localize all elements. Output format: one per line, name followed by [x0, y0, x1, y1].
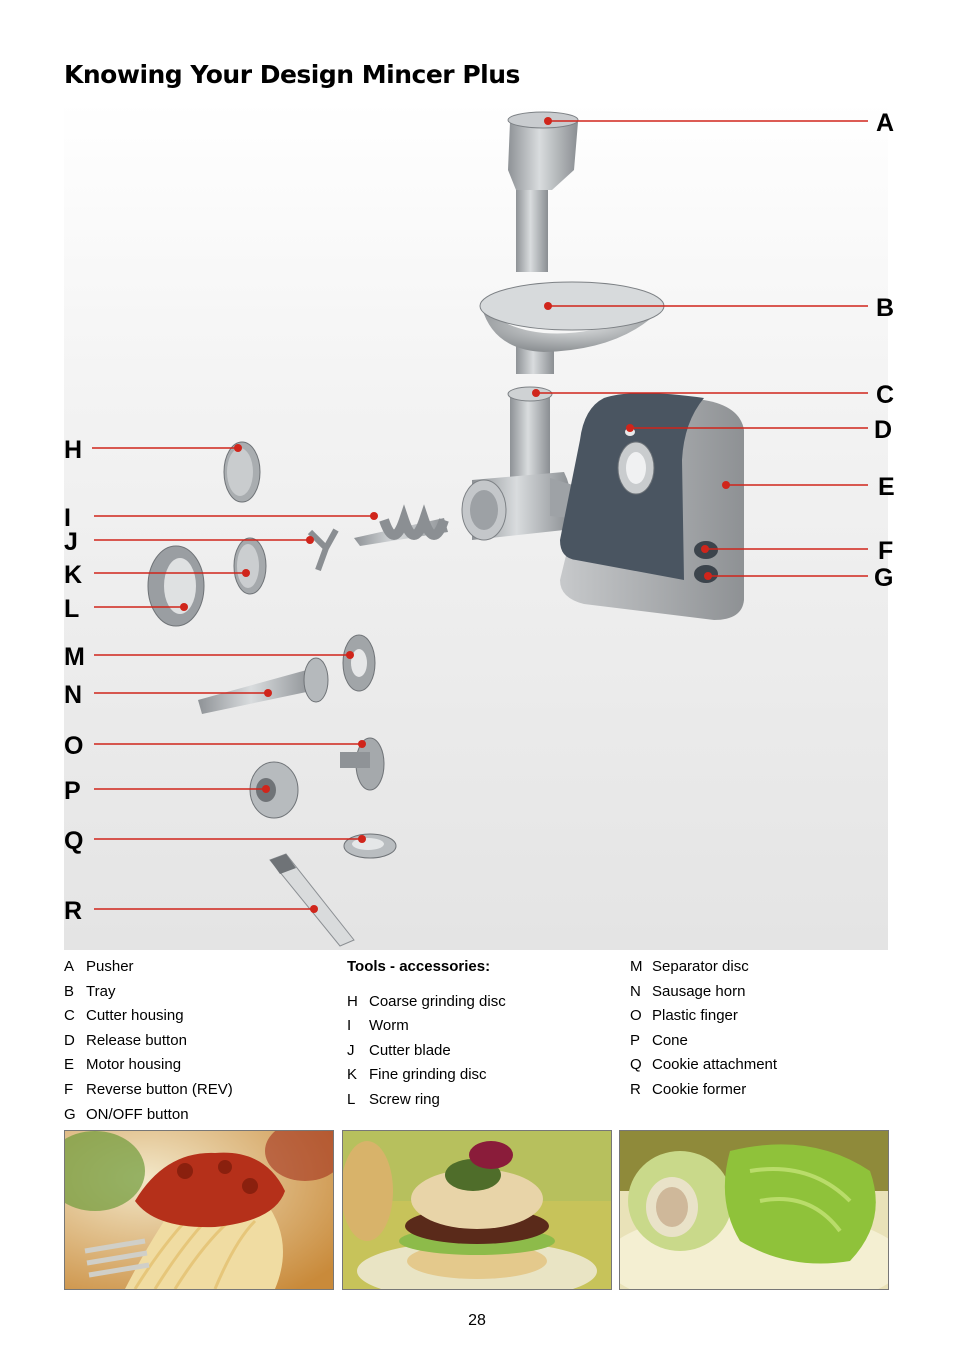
legend-name: Cutter housing: [86, 1007, 184, 1025]
legend-row: [64, 955, 233, 980]
legend-row: [630, 1004, 777, 1029]
legend-row: [64, 1078, 233, 1103]
pasta-bolognese-photo: [64, 1130, 334, 1290]
legend-name: Separator disc: [652, 958, 749, 975]
legend-row: [347, 1063, 506, 1088]
legend-code: Q: [630, 1056, 642, 1074]
callout-letter-o: O: [64, 732, 84, 760]
legend-row: [64, 1103, 233, 1128]
legend-code: F: [64, 1080, 74, 1098]
legend-code: D: [64, 1031, 75, 1049]
callout-letter-r: R: [64, 897, 83, 925]
legend-name: Worm: [369, 1017, 409, 1035]
legend-row: [630, 1078, 777, 1103]
callout-letter-b: B: [876, 294, 895, 322]
legend-name: Sausage horn: [652, 982, 746, 1000]
callout-letter-q: Q: [64, 827, 84, 855]
legend-code: O: [630, 1007, 642, 1025]
legend-code: E: [64, 1056, 75, 1074]
callout-letter-e: E: [878, 473, 895, 501]
burger-photo: [342, 1130, 612, 1290]
callout-letters: [64, 109, 895, 925]
callout-letter-d: D: [874, 416, 893, 444]
callout-dots: [180, 117, 730, 913]
parts-legend: [64, 955, 233, 1127]
legend-name: Plastic finger: [652, 1007, 738, 1025]
legend-code: P: [630, 1031, 641, 1049]
legend-name: Cone: [652, 1031, 688, 1049]
callout-letter-g: G: [874, 564, 894, 592]
legend-row: [630, 980, 777, 1005]
legend-row: [347, 990, 506, 1015]
callout-letter-k: K: [64, 561, 83, 589]
legend-row: [64, 1053, 233, 1078]
callout-lines: [92, 121, 868, 909]
tools-heading: Tools - accessories:: [347, 958, 491, 975]
legend-name: Pusher: [86, 958, 134, 975]
tools-legend: [347, 955, 506, 1113]
legend-row: [347, 1014, 506, 1039]
legend-name: Release button: [86, 1031, 187, 1049]
page-title: Knowing Your Design Mincer Plus: [64, 60, 520, 89]
legend-name: Cookie former: [652, 1080, 747, 1098]
legend-code: B: [64, 982, 75, 1000]
legend-code: C: [64, 1007, 75, 1025]
callout-letter-p: P: [64, 777, 81, 805]
legend-row: [347, 1039, 506, 1064]
legend-code: M: [630, 958, 643, 975]
legend-name: Cutter blade: [369, 1041, 451, 1059]
callout-letter-h: H: [64, 436, 83, 464]
legend-code: J: [347, 1041, 355, 1059]
legend-name: Tray: [86, 982, 116, 1000]
callout-letter-f: F: [878, 537, 894, 565]
callout-letter-j: J: [64, 528, 78, 556]
legend-row: [630, 1053, 777, 1078]
legend-name: Fine grinding disc: [369, 1066, 487, 1084]
legend-code: K: [347, 1066, 358, 1084]
stuffed-cabbage-rolls-photo: [619, 1130, 889, 1290]
legend-code: G: [64, 1105, 76, 1123]
legend-code: N: [630, 982, 641, 1000]
legend-code: I: [347, 1017, 352, 1035]
callout-letter-l: L: [64, 595, 80, 623]
callout-letter-a: A: [876, 109, 895, 137]
callout-letter-c: C: [876, 381, 895, 409]
legend-name: Reverse button (REV): [86, 1080, 233, 1098]
accessories-legend: [630, 955, 777, 1103]
legend-code: A: [64, 958, 75, 975]
legend-row: [630, 955, 777, 980]
legend-name: ON/OFF button: [86, 1105, 189, 1123]
callout-letter-m: M: [64, 643, 85, 671]
legend-code: L: [347, 1090, 356, 1108]
legend-row: [64, 980, 233, 1005]
legend-name: Motor housing: [86, 1056, 182, 1074]
legend-name: Coarse grinding disc: [369, 992, 506, 1010]
legend-row: [64, 1004, 233, 1029]
legend-code: H: [347, 992, 358, 1010]
legend-row: [630, 1029, 777, 1054]
callout-letter-n: N: [64, 681, 83, 709]
legend-row: [64, 1029, 233, 1054]
legend-code: R: [630, 1080, 641, 1098]
legend-name: Cookie attachment: [652, 1056, 778, 1074]
page-number: 28: [468, 1312, 486, 1329]
legend-row: [347, 1088, 506, 1113]
legend-name: Screw ring: [369, 1090, 440, 1108]
callout-letter-i: I: [64, 504, 71, 532]
